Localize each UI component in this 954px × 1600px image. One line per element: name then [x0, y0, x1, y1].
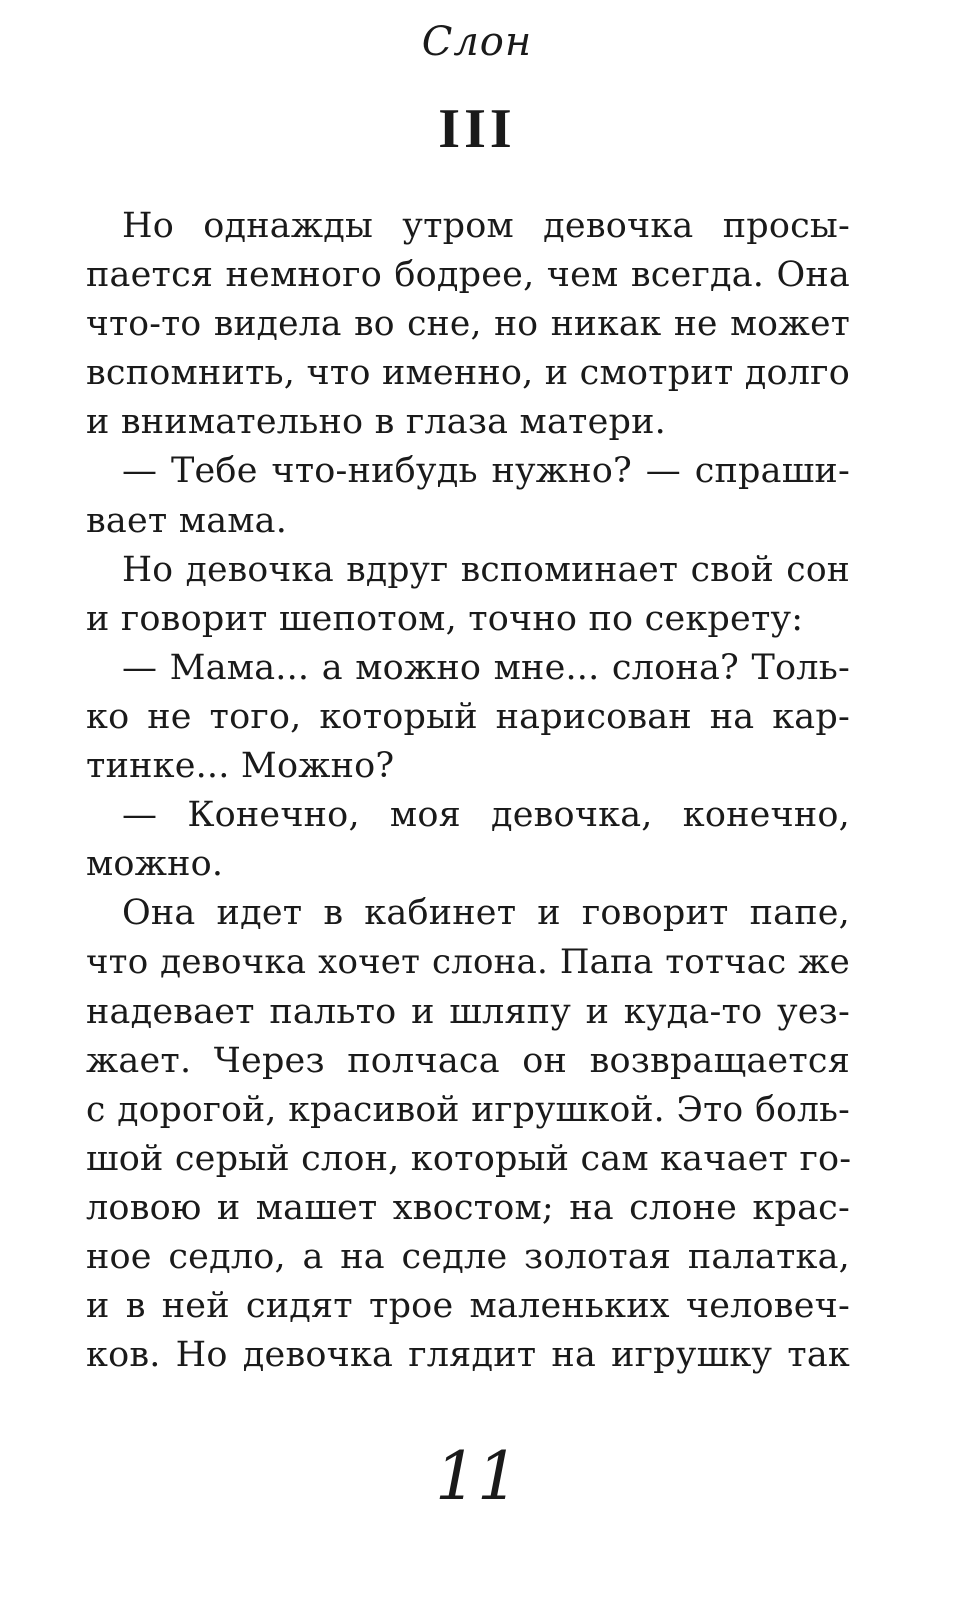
text-line: шой серый слон, который сам качает го- [86, 1138, 852, 1179]
text-line: что девочка хочет слона. Папа тотчас же [86, 942, 850, 983]
text-line: ков. Но девочка глядит на игрушку так [86, 1335, 850, 1376]
chapter-heading: III [438, 98, 516, 160]
text-line: Она идет в кабинет и говорит папе, [122, 893, 850, 934]
text-line: с дорогой, красивой игрушкой. Это боль- [86, 1089, 850, 1130]
running-head: Слон [421, 19, 533, 65]
text-line: Но девочка вдруг вспоминает свой сон [122, 549, 850, 590]
text-line: что-то видела во сне, но никак не может [86, 304, 850, 345]
body-text [86, 202, 850, 1380]
text-line: Но однажды утром девочка просы- [122, 206, 850, 246]
page-number: 11 [435, 1438, 519, 1515]
text-line: и в ней сидят трое маленьких человеч- [86, 1286, 850, 1327]
text-line: — Конечно, моя девочка, конечно, [122, 795, 850, 836]
text-line: вспомнить, что именно, и смотрит долго [86, 353, 850, 394]
text-line: — Мама... а можно мне... слона? Толь- [122, 647, 850, 688]
text-line: ко не того, который нарисован на кар- [86, 696, 850, 737]
text-line: — Тебе что-нибудь нужно? — спраши- [122, 451, 850, 492]
text-line: и говорит шепотом, точно по секрету: [86, 598, 804, 639]
text-line: пается немного бодрее, чем всегда. Она [86, 255, 850, 296]
text-line: жает. Через полчаса он возвращается [86, 1040, 850, 1081]
text-line: ное седло, а на седле золотая палатка, [86, 1236, 850, 1277]
text-line: ловою и машет хвостом; на слоне крас- [86, 1187, 850, 1228]
text-line: можно. [86, 844, 224, 885]
text-line: вает мама. [86, 500, 288, 541]
text-line: и внимательно в глаза матери. [86, 402, 666, 443]
text-line: тинке... Можно? [86, 746, 395, 787]
text-line: надевает пальто и шляпу и куда-то уез- [86, 991, 850, 1032]
